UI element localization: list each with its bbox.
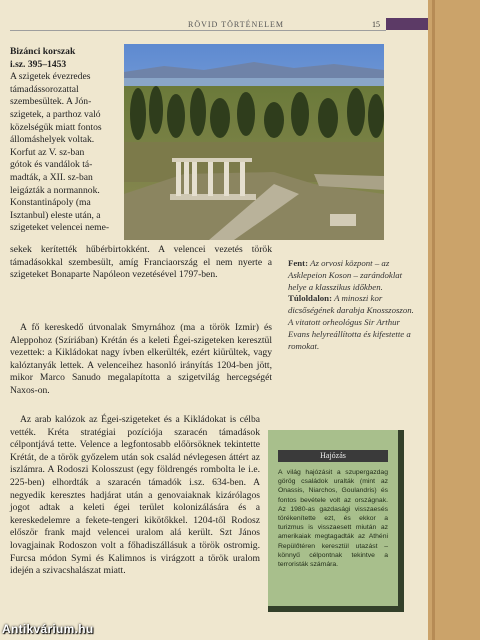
sidebar-box-title: Hajózás — [278, 450, 388, 462]
narrow-line: leigázták a normannok. — [10, 184, 100, 196]
narrow-line: szigetek, a parthoz való — [10, 108, 101, 120]
running-title: RÖVID TÖRTÉNELEM — [188, 20, 285, 29]
section-dates: i.sz. 395–1453 — [10, 58, 67, 70]
sidebar-box-text: A világ hajózásit a szupergazdag görög családok uralták (mint az Onassis, Niarchos, Goulandris) és fontos bevétele volt az országnak. Az 1980-as gazdasági visszaesés törékenítette ezt, és ekkor a turizmus is visszaesett miután az amerikaiak megtagadták az Athéni Repülőtéren keresztül utazást – könnyű célpontnak tekintve a terroristák számára. — [278, 469, 388, 569]
narrow-line: A szigetek évezredes — [10, 71, 91, 83]
caption-text: A minoszi kor dicsőségének darabja Knosszoszon. A vitatott orheológus Sir Arthur Evans helyreállította és kifestette a romokat. — [288, 293, 414, 351]
narrow-column — [10, 71, 120, 235]
section-title: Bizánci korszak — [10, 46, 76, 57]
caption-text: Az orvosi központ – az Asklepeion Koson – zarándoklat helye a klasszikus időkben. — [288, 258, 403, 292]
watermark: Antikvárium.hu — [2, 622, 94, 636]
page-edge — [428, 0, 480, 640]
section-heading-block — [10, 46, 120, 235]
page-number: 15 — [372, 20, 380, 29]
narrow-line: Isztanbul) eleste után, a — [10, 209, 101, 221]
caption-label: Túloldalon: — [288, 293, 333, 304]
header-rule — [10, 30, 386, 31]
running-header — [0, 20, 428, 32]
narrow-line: támadássorozattal — [10, 83, 79, 95]
body-paragraph: A fő kereskedő útvonalak Smyrnához (ma a török Izmir) és Aleppohoz (Szíriában) Krétán és a keleti Égei-szigeteken keresztül vezettek: a Kikládokat nagy ívben elkerülték, ezért kiürültek, vagy kalóztanyák lettek. A velenceihez hasonló irányítás 1204-ben jött, mikor Marco Sanudo megalapította a szigetvilág hercegségét Naxos-on. — [10, 322, 272, 396]
page-edge-shadow — [432, 0, 435, 640]
header-accent-bar — [386, 18, 428, 30]
narrow-line: Konstantinápoly (ma — [10, 197, 91, 209]
narrow-line: Korfut az V. sz-ban — [10, 146, 85, 158]
narrow-line: közelségük miatt fontos — [10, 121, 102, 133]
body-paragraph: sekek kerítették hűbérbirtokként. A velencei vezetés török támadásokkal szembesült, amíg Franciaország el nem nyerte a szigeteket Bonaparte Napóleon vezetésével 1797-ben. — [10, 244, 272, 281]
narrow-line: madták, a XII. sz-ban — [10, 171, 93, 183]
narrow-line: gótok és vandálok tá- — [10, 159, 93, 171]
sidebar-box — [268, 430, 404, 612]
body-paragraph: Az arab kalózok az Égei-szigeteket és a Kikládokat is célba vették. Kréta stratégiai pozíciója szaracén támadások célpontjává tette. Velence a legfontosabb előörsöknek tekintette Krétát, de a török győzelem után sok család névlegesen áttért az iszlámra. A Rodoszi Kolosszust (egy földrengés rombolta le i.e. 225-ben) elhordták a szaracén támadók i.sz. 634-ben. A negyedik keresztes hadjárat után a genovaiaknak kizárólagos jogot adtak a keleti égei terület kolonizálására és a kereskedelemre a fekete-tengeri kikötőkkel. 1204-től Rodosz először frank majd velencei uralom alá került. Szt János lovagjainak Rodoszon volt a főhadiszállásuk a török ostromig. Furcsa módon Symi és Kalimnos is virágzott a török uralom idején a szivacshalászat miatt. — [10, 414, 260, 577]
photo-caption — [288, 258, 418, 352]
asklepeion-photo — [124, 44, 384, 240]
narrow-line: szembesültek. A Jón- — [10, 96, 92, 108]
narrow-line: szigeteket velencei neme- — [10, 222, 110, 234]
caption-label: Fent: — [288, 258, 309, 268]
narrow-line: állomáshelyek voltak. — [10, 134, 95, 146]
